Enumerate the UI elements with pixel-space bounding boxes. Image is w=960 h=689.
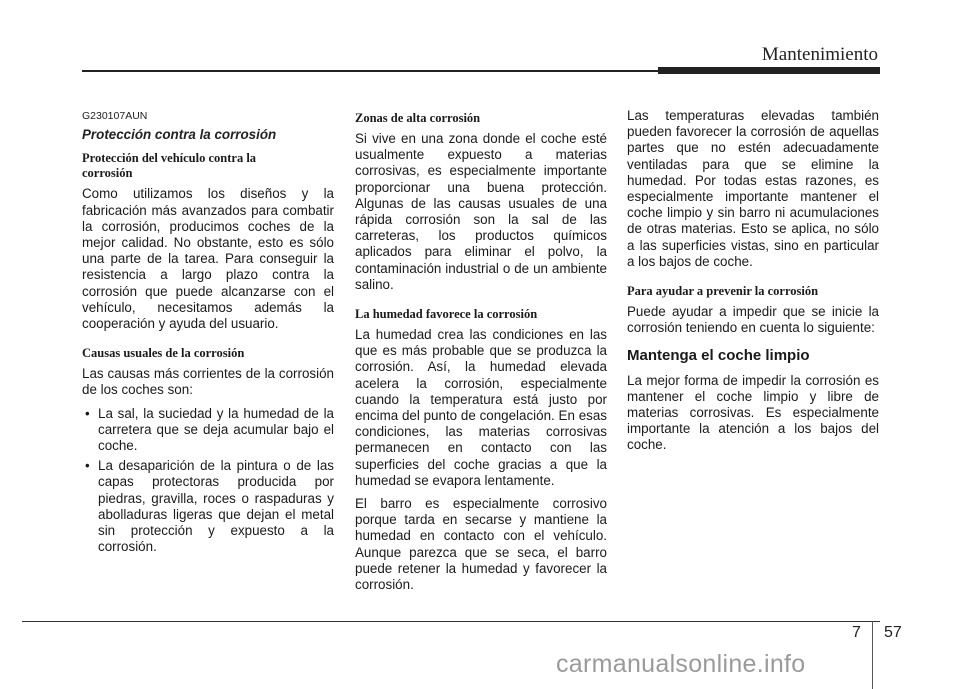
paragraph: Puede ayudar a impedir que se inicie la corrosión teniendo en cuenta lo siguiente:	[627, 304, 879, 336]
subheading: La humedad favorece la corrosión	[355, 307, 538, 322]
footer-rule	[22, 621, 880, 622]
section-title: Protección contra la corrosión	[82, 127, 277, 143]
list-item-text: La desaparición de la pintura o de las capas protectoras producida por piedras, gravilla, roces o raspaduras y abolladuras ligeras que dejan el metal sin protección y expuesto a la corrosión.	[98, 458, 334, 555]
list-item	[82, 458, 334, 555]
paragraph: Las temperaturas elevadas también pueden favorecer la corrosión de aquellas partes que no estén adecuadamente ventiladas para que se elimine la humedad. Por todas estas razones, es especialmente importante mantener el coche limpio y sin barro ni acumulaciones de otras materias. Esto se aplica, no sólo a las superficies vistas, sino en particular a los bajos de coche.	[627, 108, 879, 269]
list-item-text: La sal, la suciedad y la humedad de la carretera que se deja acumular bajo el coche.	[98, 405, 334, 454]
subheading: Protección del vehículo contra la corrosión	[82, 151, 257, 181]
paragraph: Si vive en una zona donde el coche esté usualmente expuesto a materias corrosivas, es especialmente importante proporcionar una buena protección. Algunas de las causas usuales de una rápida corrosión son la sal de las carreteras, los productos químicos aplicados para eliminar el polvo, la contaminación industrial o de un ambiente salino.	[355, 131, 607, 292]
running-header-title: Mantenimiento	[761, 44, 878, 65]
subheading: Causas usuales de la corrosión	[82, 346, 245, 361]
column-2	[355, 111, 607, 600]
bullet-icon: •	[85, 458, 90, 474]
paragraph: La humedad crea las condiciones en las que es más probable que se produzca la corrosión. Así, la humedad elevada acelera la corrosión, especialmente cuando la temperatura está justo por encima del punto de congelación. En esas condiciones, las materias corrosivas permanecen en contacto con las superficies del coche gracias a que la humedad se evapora lentamente.	[355, 327, 607, 488]
column-3	[627, 108, 879, 461]
paragraph: Las causas más corrientes de la corrosión de los coches son:	[82, 366, 334, 398]
chapter-number: 7	[852, 624, 861, 641]
column-1	[82, 108, 334, 559]
subheading: Zonas de alta corrosión	[355, 111, 481, 125]
page-number: 57	[884, 624, 902, 641]
subheading: Para ayudar a prevenir la corrosión	[627, 284, 819, 299]
page-number-separator	[872, 621, 873, 689]
heading: Mantenga el coche limpio	[627, 347, 810, 365]
bullet-icon: •	[85, 405, 90, 421]
bullet-list	[82, 406, 334, 556]
watermark: carmanualsonline.info	[556, 650, 806, 678]
section-code: G230107AUN	[82, 110, 148, 122]
header-rule	[82, 70, 662, 72]
paragraph: La mejor forma de impedir la corrosión es mantener el coche limpio y libre de materias corrosivas. Es especialmente importante la atención a los bajos del coche.	[627, 372, 879, 453]
paragraph: Como utilizamos los diseños y la fabricación más avanzados para combatir la corrosión, producimos coches de la mejor calidad. No obstante, esto es sólo una parte de la tarea. Para conseguir la resistencia a largo plazo contra la corrosión que puede alcanzarse con el vehículo, necesitamos además la cooperación y ayuda del usuario.	[82, 186, 334, 332]
header-rule-thick	[658, 67, 880, 74]
paragraph: El barro es especialmente corrosivo porque tarda en secarse y mantiene la humedad en contacto con el vehículo. Aunque parezca que se seca, el barro puede retener la humedad y favorecer la corrosión.	[355, 496, 607, 593]
list-item	[82, 406, 334, 455]
